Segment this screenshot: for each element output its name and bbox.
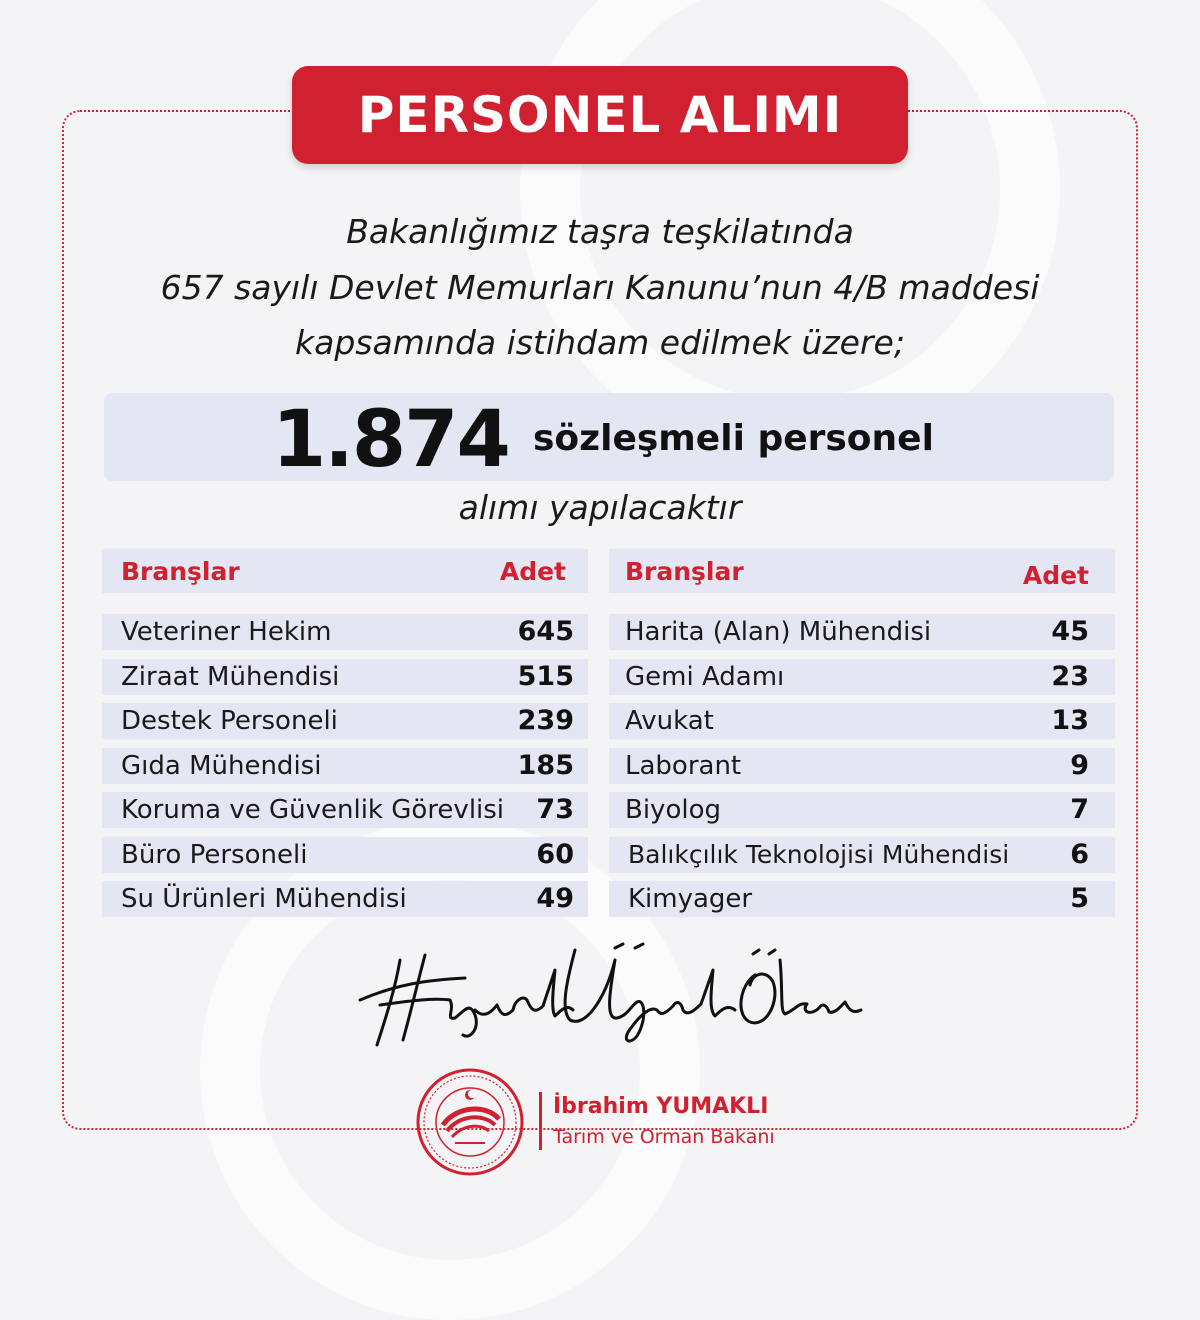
branch-name: Avukat (625, 706, 714, 736)
table-row (102, 748, 588, 784)
page-title: PERSONEL ALIMI (357, 86, 843, 144)
branch-count: 73 (536, 794, 574, 825)
ministry-seal-icon (415, 1067, 525, 1177)
footer-separator (539, 1092, 542, 1150)
branch-count: 23 (1051, 660, 1089, 692)
minister-title: Tarım ve Orman Bakanı (553, 1126, 775, 1148)
branch-name: Su Ürünleri Mühendisi (121, 884, 407, 914)
branch-count: 49 (536, 883, 574, 914)
branch-count: 645 (517, 616, 574, 647)
table-row (609, 837, 1115, 873)
positions-table-left (102, 549, 588, 926)
table-header (102, 549, 588, 593)
table-row (609, 792, 1115, 828)
branch-count: 185 (517, 749, 574, 781)
branch-count: 6 (1070, 838, 1089, 870)
title-banner (292, 66, 908, 164)
branch-name: Gemi Adamı (625, 661, 785, 692)
positions-table-right (609, 549, 1115, 926)
branch-name: Laborant (625, 750, 742, 781)
intro-line-3: kapsamında istihdam edilmek üzere; (295, 323, 905, 362)
table-row (102, 837, 588, 873)
branch-name: Balıkçılık Teknolojisi Mühendisi (628, 839, 1010, 869)
table-row (609, 881, 1115, 917)
branch-name: Büro Personeli (121, 839, 308, 870)
total-count: 1.874 (272, 395, 509, 485)
sub-line: alımı yapılacaktır (458, 488, 742, 527)
table-row (609, 748, 1115, 784)
branch-name: Koruma ve Güvenlik Görevlisi (121, 795, 505, 825)
minister-name: İbrahim YUMAKLI (553, 1094, 769, 1119)
branch-count: 9 (1070, 749, 1089, 781)
branch-name: Veteriner Hekim (121, 617, 332, 647)
total-label: sözleşmeli personel (533, 418, 934, 459)
branch-count: 239 (517, 705, 574, 736)
branch-count: 5 (1070, 883, 1089, 914)
table-row (102, 792, 588, 828)
header-branch: Branşlar (625, 557, 744, 586)
table-row (609, 614, 1115, 650)
branch-name: Biyolog (625, 795, 721, 825)
branch-name: Kimyager (628, 884, 753, 914)
branch-count: 515 (517, 660, 574, 692)
table-row (102, 703, 588, 739)
branch-count: 60 (536, 838, 574, 870)
table-row (609, 703, 1115, 739)
branch-count: 7 (1070, 794, 1089, 825)
intro-line-1: Bakanlığımız taşra teşkilatında (346, 212, 854, 251)
branch-name: Ziraat Mühendisi (121, 661, 340, 692)
header-count: Adet (1022, 561, 1089, 590)
table-row (102, 881, 588, 917)
table-row (102, 659, 588, 695)
branch-count: 13 (1051, 705, 1089, 736)
table-row (102, 614, 588, 650)
branch-name: Destek Personeli (121, 706, 338, 736)
header-count: Adet (499, 557, 566, 586)
branch-count: 45 (1051, 616, 1089, 647)
table-header (609, 549, 1115, 593)
table-row (609, 659, 1115, 695)
branch-name: Harita (Alan) Mühendisi (625, 617, 932, 647)
branch-name: Gıda Mühendisi (121, 750, 322, 781)
header-branch: Branşlar (121, 557, 240, 586)
intro-line-2: 657 sayılı Devlet Memurları Kanunu’nun 4/B maddesi (160, 268, 1040, 307)
signature-handwriting (355, 940, 865, 1050)
